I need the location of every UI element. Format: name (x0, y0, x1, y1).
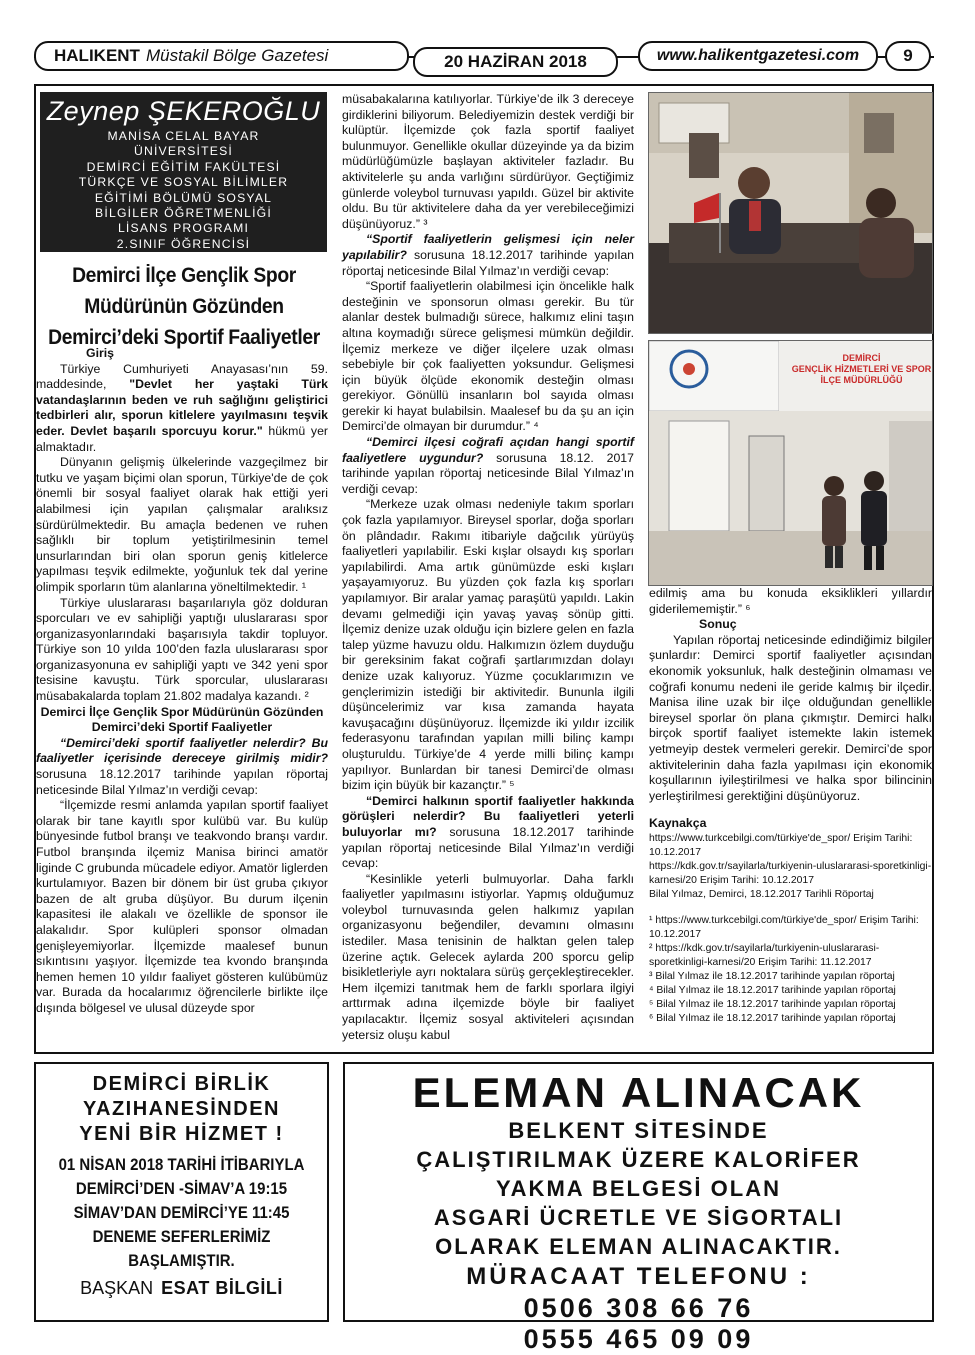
author-line: BİLGİLER ÖĞRETMENLİĞİ (95, 206, 272, 221)
ad-body-line: SİMAV’DAN DEMİRCİ’YE 11:45 (73, 1203, 290, 1222)
source-item: Bilal Yılmaz, Demirci, 18.12.2017 Tarihli Röportaj (649, 888, 874, 900)
sources-list (649, 832, 932, 902)
conclusion-heading: Sonuç (699, 617, 737, 632)
answer-paragraph: “İlçemizde resmi anlamda yapılan sportif faaliyet olarak bir tane kayıtlı spor kulübü var. Bu kulüp bünyesinde futbol branşı ve teakvondo branşı vardır. Futbol branşında ilçemiz Manisa birinci amatör liginde C grubunda mücadele ediyor. Amatör liglerden kurtulamıyor. Bazen bir dönem bir üst gruba çıkıyor bazen de alt gruba düşüyor. Bu durum ilçenin kapasitesi ile alakalı ve özellikle de sponsor ile alakalıdır. Spor kulüpleri sponsor olmadan genişleyemiyorlar. İlçemizde maalesef bunun sıkıntısını yaşıyor. İlçemizde tea kvondo branşında hemen hemen 10 yıldır faaliyet gösteren kulübümüz var. Burada da hocalarımız öğrencilerle birlikte ilçe dışında bölgesel ve ulusal düzeyde spor (36, 798, 328, 1015)
interview-photo-illustration (649, 93, 933, 334)
article-column-2 (342, 92, 634, 1043)
author-box (40, 92, 327, 252)
footnote: ³ Bilal Yılmaz ile 18.12.2017 tarihinde yapılan röportaj (649, 970, 895, 982)
question-text: “Demirci ilçesi coğrafi açıdan hangi sportif faaliyetlere uygundur? (342, 435, 634, 465)
footnote: ⁵ Bilal Yılmaz ile 18.12.2017 tarihinde yapılan röportaj (649, 998, 896, 1010)
phone-number[interactable]: 0506 308 66 76 (523, 1293, 754, 1323)
question-text: “Demirci halkının sportif faaliyetler hakkında görüşleri nelerdir? Bu faaliyetleri yeterli buluyorlar mı? (342, 793, 634, 839)
article-column-3 (649, 586, 932, 1026)
job-ad-line: ASGARİ ÜCRETLE VE SİGORTALI (433, 1205, 844, 1230)
job-ad-line: BELKENT SİTESİNDE (508, 1118, 769, 1143)
ad-headline-line: YAZIHANESİNDEN (83, 1098, 280, 1120)
job-ad-title: ELEMAN ALINACAK (412, 1069, 865, 1116)
masthead (34, 41, 409, 71)
title-line: Müdürünün Gözünden (84, 295, 284, 318)
article-title (48, 260, 320, 353)
ad-headline-line: DEMİRCİ BİRLİK (92, 1073, 271, 1095)
footnote: ⁴ Bilal Yılmaz ile 18.12.2017 tarihinde yapılan röportaj (649, 984, 896, 996)
author-line: TÜRKÇE VE SOSYAL BİLİMLER (78, 175, 289, 190)
ad-body-line: 01 NİSAN 2018 TARİHİ İTİBARIYLA (58, 1155, 305, 1174)
author-line: EĞİTİMİ BÖLÜMÜ SOSYAL (94, 190, 273, 205)
ad-signature (36, 1275, 327, 1301)
issue-date: 20 HAZİRAN 2018 (413, 47, 618, 77)
text-run: Türkiye Cumhuriyeti Anayasası’nın 59. maddesinde, (36, 361, 328, 392)
brand-name: HALIKENT (54, 46, 140, 65)
author-line: MANİSA CELAL BAYAR (107, 129, 260, 143)
job-ad-line: YAKMA BELGESİ OLAN (496, 1176, 781, 1201)
constitution-quote: "Devlet her yaştaki Türk vatandaşlarının beden ve ruh sağlığını geliştirici tedbirleri alır, sporun kitlelere yayılmasını teşvik eder. Devlet başarılı sporcuyu korur." (36, 377, 328, 438)
title-line: Demirci’deki Sportif Faaliyetler (48, 326, 320, 349)
source-item: https://www.turkcebilgi.com/türkiye'de_spor/ Erişim Tarihi: 10.12.2017 (649, 832, 913, 858)
paragraph: müsabakalarına katılıyorlar. Türkiye’de ilk 3 dereceye girdiklerini biliyorum. Belediyemizin destek verdiği bir kulüptür. İlçemizde çok fazla sportif faaliyet bulunmuyor. Genellikle okullar düzeyinde ya da bizim müdürlüğümüzle başlayan aktiviteler fazladır. Bu aktivitelerle şu anda varlığını sürdürüyor. Geçtiğimiz günlerde voleybol turnuvası yapıldı. Güzel bir aktivite oldu. Bu tür aktivitelere daha da yer verebileceğimizi düşünüyoruz.” ³ (342, 92, 634, 231)
intro-heading: Giriş (86, 346, 115, 360)
sources-heading: Kaynakça (649, 816, 707, 831)
phone-number[interactable]: 0555 465 09 09 (523, 1324, 754, 1354)
answer-paragraph: “Sportif faaliyetlerin olabilmesi için öncelikle halk desteğinin ve sponsorun olması gerekir. Bu tür alanlar destek bulmadığı sürece, halkımız elini taşın altına koymadığı sürece gelişmesi mümkün değildir. İlçemiz merkeze ve diğer ilçelere uzak olması sebebiyle bir çok faaliyetten yoksundur. Gelişmesi için büyük ölçüde ekonomik desteğin olması gerekiyor. Gönüllü insanların bol sayıda olması gerekir ki hayat bulabilsin. Maalesef bu da şu an için Demirci’de olmayan bir durumdur.” ⁴ (342, 279, 634, 434)
author-line: ÜNİVERSİTESİ (133, 144, 234, 159)
text-run: sorusuna 18.12. 2017 tarihinde yapılan röportaj neticesinde Bilal Yılmaz’ın verdiği cevap: (342, 450, 634, 496)
question-text: “Demirci’deki sportif faaliyetler nelerdir? Bu faaliyetler içerisinde dereceye girilmiş midir? (36, 735, 328, 766)
author-name: Zeynep ŞEKEROĞLU (46, 96, 321, 126)
footnotes-list (649, 914, 932, 1026)
job-ad-line: OLARAK ELEMAN ALINACAKTIR. (435, 1234, 842, 1259)
ad-body-line: DENEME SEFERLERİMİZ (92, 1227, 271, 1246)
transport-ad (34, 1062, 329, 1322)
ad-body-line: BAŞLAMIŞTIR. (128, 1251, 235, 1270)
interview-photo (648, 92, 933, 334)
paragraph: Dünyanın gelişmiş ülkelerinde vazgeçilmez bir tutku ve yaşam biçimi olan sporun, Türkiye'de de çok önemli bir sosyal faaliyet olarak hak ettiği yeri alabilmesi için yapılan çalışmalar aralıksız sürdürülmektedir. Bu amaçla bedenen ve ruhen sağlıklı bir toplum yetiştirilmesinin temel unsurlarından biri olan sporun geniş kitlelerce yapılması teşvik edilmekte, yoğunluk tek dal yerine olimpik sporların tüm alanlarına yöneltilmektedir. ¹ (36, 455, 328, 594)
author-line: DEMİRCİ EĞİTİM FAKÜLTESİ (86, 159, 281, 174)
paragraph (36, 362, 328, 456)
signature-role: BAŞKAN (80, 1278, 154, 1298)
question-text: “Sportif faaliyetlerin gelişmesi için neler yapılabilir? (342, 232, 634, 262)
source-item: https://kdk.gov.tr/sayilarla/turkiyenin-uluslararasi-sporetkinligi-karnesi/20 Erişim Tarihi: 10.12.2017 (649, 860, 932, 886)
text-run: sorusuna 18.12.2017 tarihinde yapılan röportaj neticesinde Bilal Yılmaz’ın verdiği cevap: (36, 767, 328, 797)
author-line: LİSANS PROGRAMI (117, 221, 250, 236)
job-ad (343, 1062, 934, 1354)
building-photo (648, 340, 933, 586)
author-line: 2.SINIF ÖĞRENCİSİ (116, 236, 251, 251)
author-affiliation (40, 129, 327, 252)
footnote: ¹ https://www.turkcebilgi.com/türkiye'de_spor/ Erişim Tarihi: 10.12.2017 (649, 914, 919, 940)
ad-headline-line: YENİ BİR HİZMET ! (79, 1123, 284, 1145)
job-ad-line: ÇALIŞTIRILMAK ÜZERE KALORİFER (416, 1147, 861, 1172)
article-column-1 (36, 346, 328, 1017)
footnote: ² https://kdk.gov.tr/sayilarla/turkiyenin-uluslararasi-sporetkinligi-karnesi/20 Erişim Tarihi: 11.12.2017 (649, 942, 880, 968)
question-paragraph (342, 794, 634, 872)
answer-paragraph: “Merkeze uzak olması nedeniyle takım sporları çok fazla yapılamıyor. Bireysel sporlar, doğa sporları ön plândadır. Rakımı itibariyle dağcılık yürüyüş faaliyetleri yapılabilir. Eski kışlar olsaydı kış sporları yapılabilirdi. Ama artık günümüzde eski kışları yaşayamıyoruz. Bu yüzden çok fazla kış sporları yapılamıyor. Bir aralar yamaç paraşütü yapıldı. Lakin devamı gelmediği için yavaş yavaş sönüp gitti. İlçemiz denize uzak olduğu için bizlere gelen en fazla talep yüzme havuzu oldu. Halkımızın özlem duyduğu bir gereksinim fakat coğrafi şartlarımızdan dolayı denize uzak kalıyoruz. Yüzme çocuklarımızın ve gençlerimizin istediği bir aktivitedir. Bununla ilgili düşüncelerimiz var kısa zamanda hayata kavuşacağını düşünüyoruz. İlçemizde iki yıldır izcilik federasyonu tarafından yapılan milli bilinç kampı oluşturuldu. Türkiye’de 4 yerde milli bilinç kampı yapılıyor. Bunlardan bir tanesi Demirci’de olması bizim için büyük bir kazançtır.” ⁵ (342, 497, 634, 793)
paragraph: edilmiş ama bu konuda eksiklikleri yıllardır giderilememiştir.” ⁶ (649, 586, 932, 616)
footnote: ⁶ Bilal Yılmaz ile 18.12.2017 tarihinde yapılan röportaj (649, 1012, 896, 1024)
page-number: 9 (885, 41, 931, 71)
signature-name: ESAT BİLGİLİ (161, 1278, 283, 1298)
title-line: Demirci İlçe Gençlik Spor (72, 264, 296, 287)
conclusion-paragraph: Yapılan röportaj neticesinde edindiğimiz bilgiler şunlardır: Demirci sportif faaliyetler açısından ekonomik yoksunluk, halk desteğinin olmaması ve coğrafi konumu nedeni ile geride kalmış bir ilçedir. Manisa iline uzak bir ilçe olduğundan genellikle bireysel sporlar ön plana çıkmıştır. Demirci halkı birçok sportif faaliyet istemekte lakin istemek yetmeyip destek vermeleri gerekir. Demirci’de spor aktivitelerinin daha fazla yapılması için ekonomik koşullarının iyileştirilmesi ve halka spor bilincinin yerleştirilmesi gerektiğini düşünüyoruz. (649, 632, 932, 803)
question-paragraph (342, 232, 634, 279)
ad-body-line: DEMİRCİ’DEN -SİMAV’A 19:15 (75, 1179, 288, 1198)
brand-subtitle: Müstakil Bölge Gazetesi (145, 46, 329, 65)
paragraph: Türkiye uluslararası başarılarıyla göz dolduran sporcuları ve ev sahipliği yaptığı uluslararası spor organizasyonlarındaki başarısıyla takdir topluyor. Türkiye son 10 yılda 100’den fazla uluslararası spor organizasyonuna ev sahipliği yaptı ve 342 yeni spor tesisine kavuştu. Türk sporcular, uluslararası müsabakalarda toplam 21.802 madalya kazandı. ² (36, 595, 328, 704)
contact-label: MÜRACAAT TELEFONU : (466, 1263, 811, 1290)
sign-line: DEMİRCİ (842, 353, 881, 363)
question-paragraph (36, 736, 328, 798)
question-paragraph (342, 435, 634, 497)
answer-paragraph: “Kesinlikle yeterli bulmuyorlar. Daha farklı faaliyetler yapılmasını istiyorlar. Yapmış olduğumuz voleybol turnuvasında gelen halkımız yapılan organizasyonu beğendiler, devamını olmasını istediler. Masa tenisinin de halktan gelen talep üzerine açtık. Gelecek aylarda 200 sporcu gelip bisikletleriyle ayrı noktalara sürüş gerçekleştirecekler. Hem ilçemizi tanıtmak hem de farklı sporlara ilgiyi arttırmak adına ilçemizde böyle bir faaliyet yapılacaktır. İlçemiz sosyal aktiviteleri açısından yetersiz oluşu kabul (342, 871, 634, 1042)
website-link[interactable]: www.halikentgazetesi.com (638, 41, 878, 71)
text-run: hükmü yer almaktadır. (36, 423, 329, 454)
text-run: sorusuna 18.12.2017 tarihinde yapılan röportaj neticesinde Bilal Yılmaz’ın verdiği cevap: (342, 824, 634, 871)
text-run: sorusuna 18.12.2017 tarihinde yapılan röportaj neticesinde Bilal Yılmaz’ın verdiği cevap: (342, 247, 634, 278)
sign-line: İLÇE MÜDÜRLÜĞÜ (820, 375, 903, 385)
building-sign (789, 353, 933, 386)
section-heading: Demirci İlçe Gençlik Spor Müdürünün Gözünden Demirci’deki Sportif Faaliyetler (40, 704, 324, 735)
sign-line: GENÇLİK HİZMETLERİ VE SPOR (791, 364, 932, 374)
